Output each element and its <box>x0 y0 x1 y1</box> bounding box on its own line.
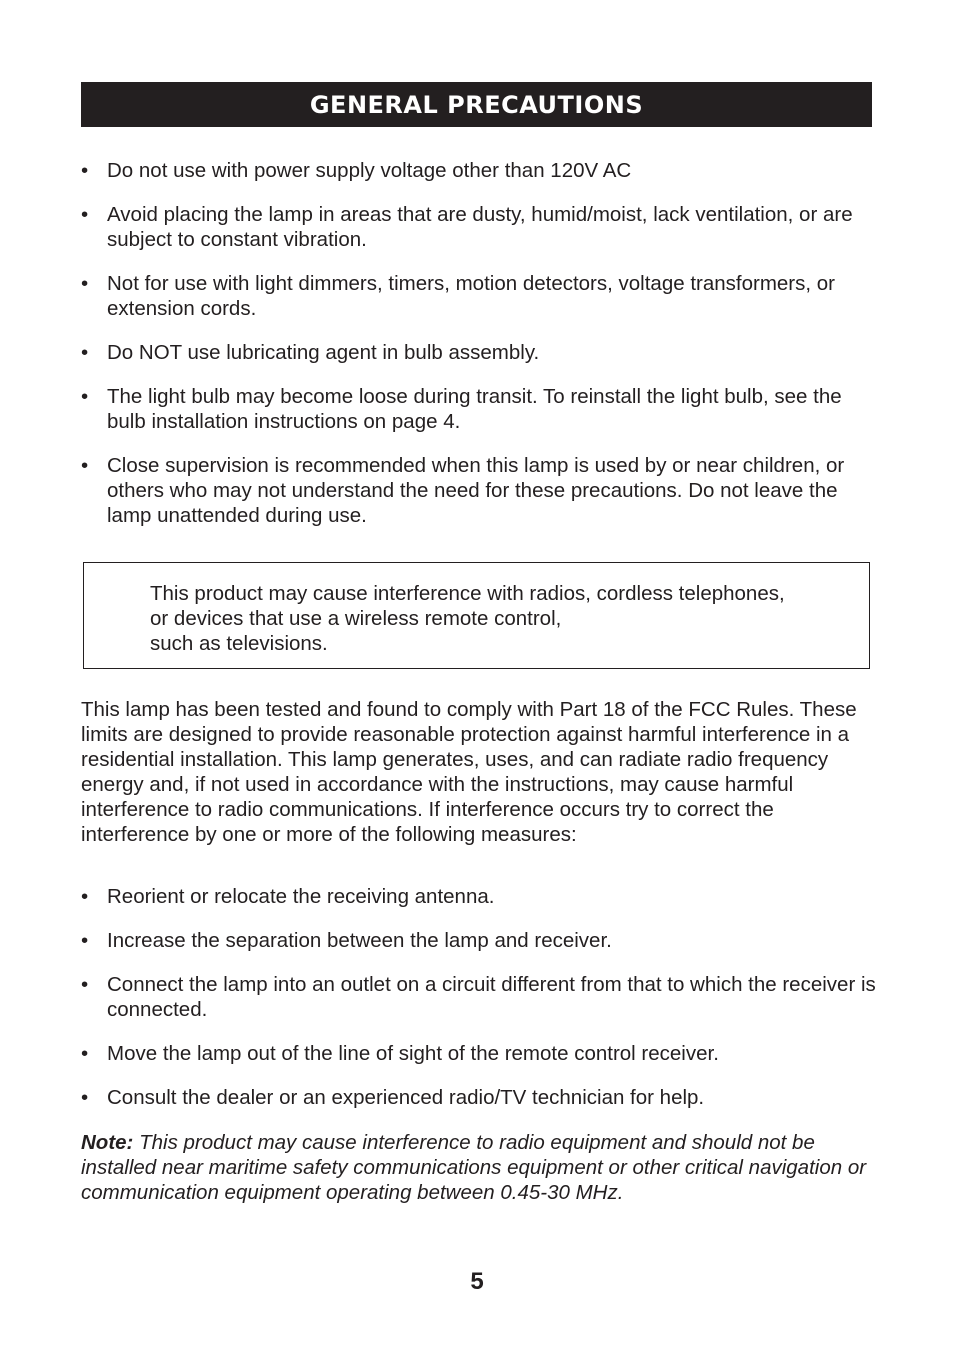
bullet-icon: • <box>81 341 89 364</box>
list-item <box>81 453 881 528</box>
bullet-icon: • <box>81 885 89 908</box>
list-item <box>81 972 881 1022</box>
list-item <box>81 158 881 183</box>
measures-list <box>81 884 881 1129</box>
list-item-text: Connect the lamp into an outlet on a circuit different from that to which the receiver is connected. <box>107 973 876 1021</box>
list-item-text: Increase the separation between the lamp and receiver. <box>107 929 612 952</box>
list-item <box>81 1041 881 1066</box>
list-item <box>81 271 881 321</box>
list-item <box>81 884 881 909</box>
list-item-text: Move the lamp out of the line of sight of the remote control receiver. <box>107 1042 719 1065</box>
bullet-icon: • <box>81 385 89 408</box>
bullet-icon: • <box>81 1086 89 1109</box>
bullet-icon: • <box>81 1042 89 1065</box>
notice-text: This product may cause interference with radios, cordless telephones, or devices that use a wireless remote control, such as televisions. <box>150 582 785 655</box>
note-label: Note: <box>81 1131 134 1154</box>
bullet-icon: • <box>81 203 89 226</box>
bullet-icon: • <box>81 272 89 295</box>
bullet-icon: • <box>81 159 89 182</box>
list-item-text: Consult the dealer or an experienced radio/TV technician for help. <box>107 1086 705 1109</box>
bullet-icon: • <box>81 973 89 996</box>
interference-notice-box <box>83 562 870 669</box>
fcc-compliance-paragraph: This lamp has been tested and found to comply with Part 18 of the FCC Rules. These limits are designed to provide reasonable protection against harmful interference in a residential installation. This lamp generates, uses, and can radiate radio frequency energy and, if not used in accordance with the instructions, may cause harmful interference to radio communications. If interference occurs try to correct the interference by one or more of the following measures: <box>81 698 857 846</box>
list-item-text: Avoid placing the lamp in areas that are dusty, humid/moist, lack ventilation, or are subject to constant vibration. <box>107 203 853 251</box>
list-item <box>81 1085 881 1110</box>
list-item-text: Do not use with power supply voltage other than 120V AC <box>107 159 632 182</box>
list-item-text: The light bulb may become loose during transit. To reinstall the light bulb, see the bulb installation instructions on page 4. <box>107 385 842 433</box>
precautions-list <box>81 158 881 547</box>
list-item <box>81 202 881 252</box>
section-title: GENERAL PRECAUTIONS <box>81 82 872 127</box>
list-item <box>81 340 881 365</box>
note-paragraph <box>81 1130 881 1205</box>
bullet-icon: • <box>81 929 89 952</box>
list-item-text: Close supervision is recommended when this lamp is used by or near children, or others who may not understand the need for these precautions. Do not leave the lamp unattended during use. <box>107 454 845 527</box>
bullet-icon: • <box>81 454 89 477</box>
list-item <box>81 384 881 434</box>
list-item-text: Reorient or relocate the receiving antenna. <box>107 885 495 908</box>
list-item-text: Not for use with light dimmers, timers, motion detectors, voltage transformers, or extension cords. <box>107 272 836 320</box>
list-item-text: Do NOT use lubricating agent in bulb assembly. <box>107 341 540 364</box>
page-number: 5 <box>470 1268 484 1295</box>
list-item <box>81 928 881 953</box>
note-text: This product may cause interference to radio equipment and should not be installed near maritime safety communications equipment or other critical navigation or communication equipment operating between 0.45-30 MHz. <box>81 1131 867 1204</box>
